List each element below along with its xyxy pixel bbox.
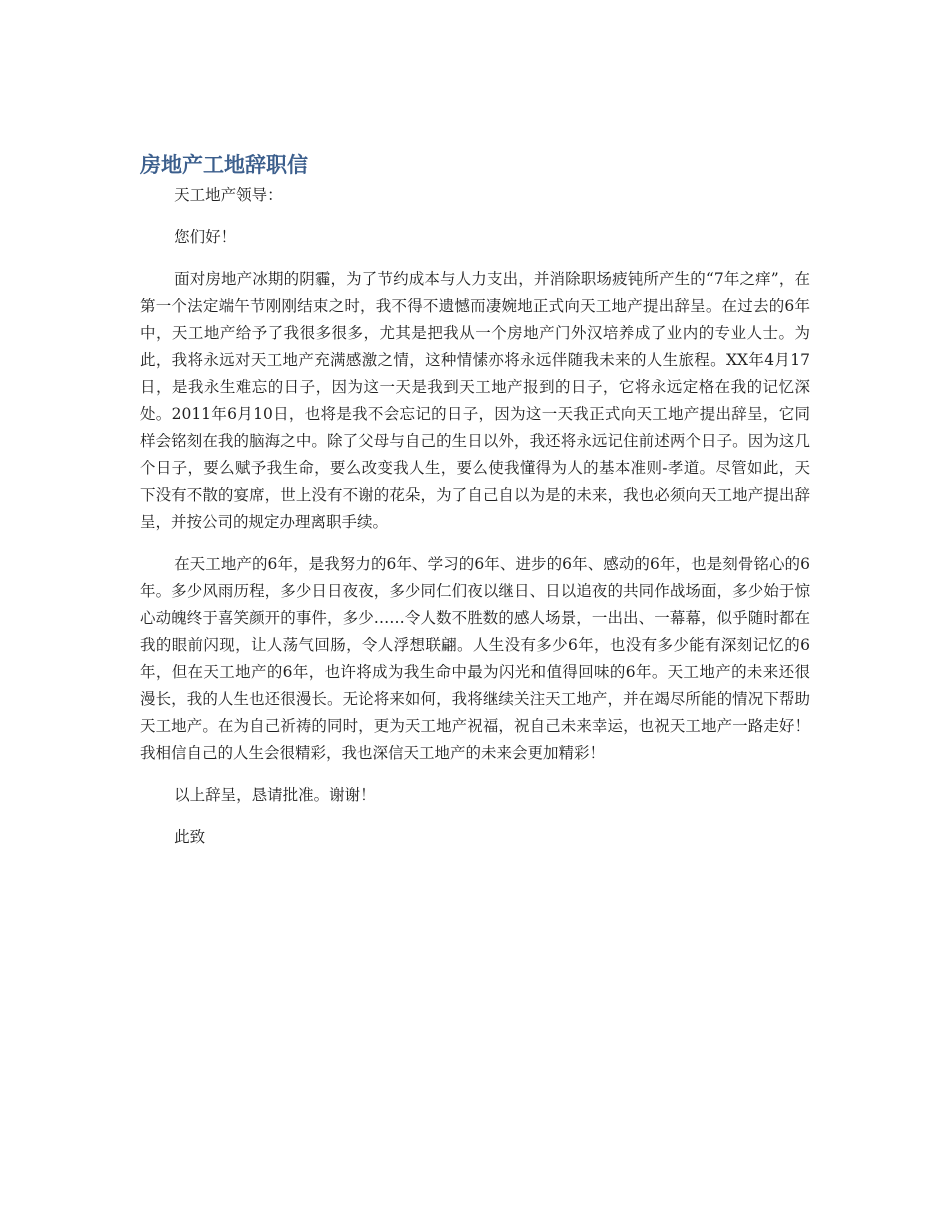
- body-paragraph: 面对房地产冰期的阴霾，为了节约成本与人力支出，并消除职场疲钝所产生的“7年之痒”，在第一个法定端午节刚刚结束之时，我不得不遗憾而凄婉地正式向天工地产提出辞呈。在过去的6年中，天工地产给予了我很多很多，尤其是把我从一个房地产门外汉培养成了业内的专业人士。为此，我将永远对天工地产充满感激之情，这种情愫亦将永远伴随我未来的人生旅程。XX年4月17日，是我永生难忘的日子，因为这一天是我到天工地产报到的日子，它将永远定格在我的记忆深处。2011年6月10日，也将是我不会忘记的日子，因为这一天我正式向天工地产提出辞呈，它同样会铭刻在我的脑海之中。除了父母与自己的生日以外，我还将永远记住前述两个日子。因为这几个日子，要么赋予我生命，要么改变我人生，要么使我懂得为人的基本准则-孝道。尽管如此，天下没有不散的宴席，世上没有不谢的花朵，为了自己自以为是的未来，我也必须向天工地产提出辞呈，并按公司的规定办理离职手续。: [140, 270, 810, 531]
- closing-request: 以上辞呈，恳请批准。谢谢！: [174, 786, 376, 804]
- letter-content: [140, 150, 810, 866]
- salutation: 天工地产领导：: [174, 186, 283, 204]
- body-paragraph: 在天工地产的6年，是我努力的6年、学习的6年、进步的6年、感动的6年，也是刻骨铭心的6年。多少风雨历程，多少日日夜夜，多少同仁们夜以继日、日以追夜的共同作战场面，多少始于惊心动魄终于喜笑颜开的事件，多少……令人数不胜数的感人场景，一出出、一幕幕，似乎随时都在我的眼前闪现，让人荡气回肠，令人浮想联翩。人生没有多少6年，也没有多少能有深刻记忆的6年，但在天工地产的6年，也许将成为我生命中最为闪光和值得回味的6年。天工地产的未来还很漫长，我的人生也还很漫长。无论将来如何，我将继续关注天工地产，并在竭尽所能的情况下帮助天工地产。在为自己祈祷的同时，更为天工地产祝福，祝自己未来幸运，也祝天工地产一路走好！我相信自己的人生会很精彩，我也深信天工地产的未来会更加精彩！: [140, 555, 810, 762]
- document-title: 房地产工地辞职信: [140, 153, 308, 177]
- closing: 此致: [174, 828, 206, 846]
- greeting: 您们好！: [174, 228, 237, 246]
